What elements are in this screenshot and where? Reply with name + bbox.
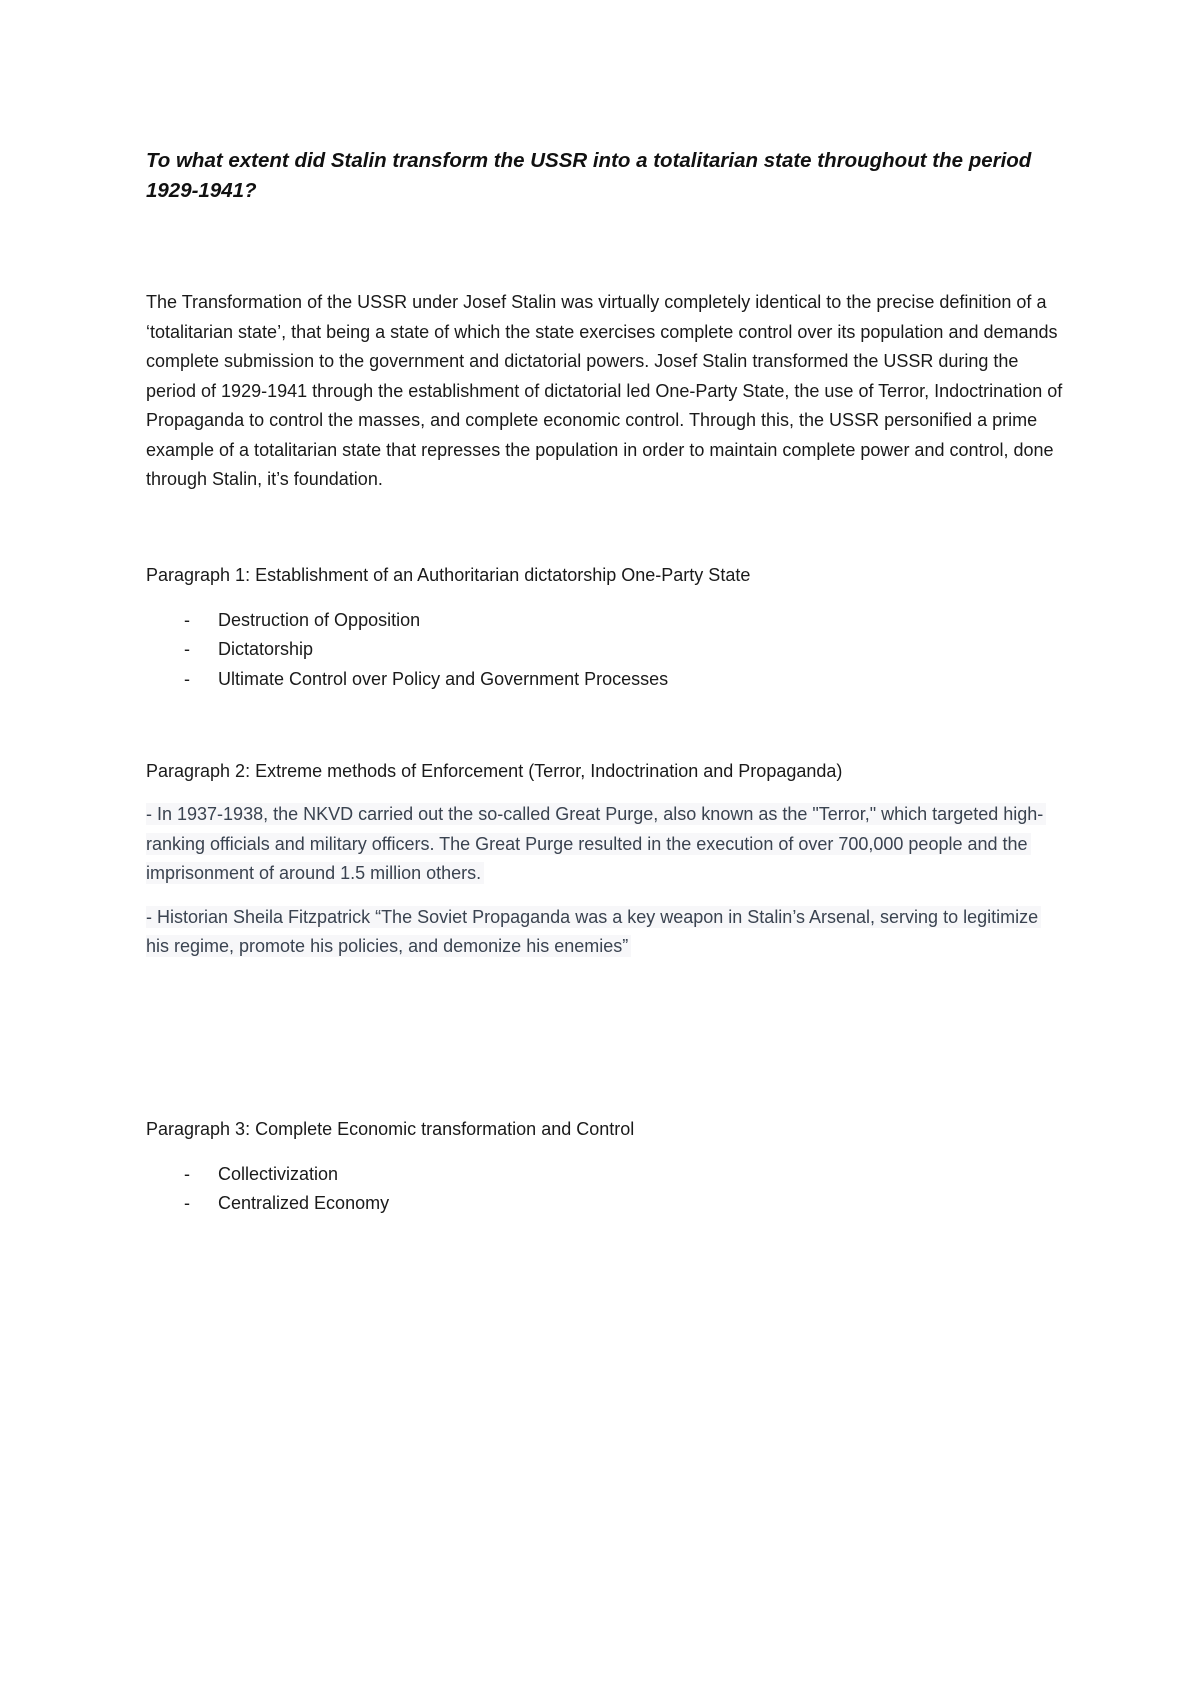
list-item [146,606,1066,636]
list-item-text: Collectivization [218,1163,339,1184]
paragraph-2-section [146,757,1066,962]
essay-question-title: To what extent did Stalin transform the USSR into a totalitarian state throughout the period 1929-1941? [146,149,1032,202]
list-dash: - [184,1163,190,1184]
evidence-fitzpatrick-quote [146,903,1066,962]
list-item [146,1189,1066,1219]
paragraph-1-heading: Paragraph 1: Establishment of an Authoritarian dictatorship One-Party State [146,564,751,585]
list-item [146,635,1066,665]
paragraph-3-list [146,1160,1066,1219]
introduction-paragraph: The Transformation of the USSR under Josef Stalin was virtually completely identical to the precise definition of a ‘totalitarian state’, that being a state of which the state exercises complete control over its population and demands complete submission to the government and dictatorial powers. Josef Stalin transformed the USSR during the period of 1929-1941 through the establishment of dictatorial led One-Party State, the use of Terror, Indoctrination of Propaganda to control the masses, and complete economic control. Through this, the USSR personified a prime example of a totalitarian state that represses the population in order to maintain complete power and control, done through Stalin, it’s foundation. [146,292,1063,489]
list-dash: - [184,609,190,630]
list-dash: - [184,639,190,659]
document-body [146,146,1066,1219]
list-item-text: Dictatorship [218,639,314,659]
paragraph-1-section [146,561,1066,695]
list-item-text: Centralized Economy [218,1193,390,1213]
list-item [146,1160,1066,1190]
list-item-text: Destruction of Opposition [218,609,421,630]
paragraph-1-list [146,606,1066,695]
evidence-text: - Historian Sheila Fitzpatrick “The Soviet Propaganda was a key weapon in Stalin’s Arsenal, serving to legitimize his regime, promote his policies, and demonize his enemies” [146,906,1041,958]
list-item [146,665,1066,695]
evidence-text: - In 1937-1938, the NKVD carried out the so-called Great Purge, also known as the "Terror," which targeted high-ranking officials and military officers. The Great Purge resulted in the execution of over 700,000 people and the imprisonment of around 1.5 million others. [146,803,1046,884]
paragraph-3-section [146,1115,1066,1219]
list-dash: - [184,1193,190,1213]
paragraph-2-heading: Paragraph 2: Extreme methods of Enforcement (Terror, Indoctrination and Propaganda) [146,761,843,781]
list-dash: - [184,668,190,689]
list-item-text: Ultimate Control over Policy and Government Processes [218,668,669,689]
paragraph-3-heading: Paragraph 3: Complete Economic transformation and Control [146,1118,635,1139]
evidence-great-purge [146,800,1066,889]
